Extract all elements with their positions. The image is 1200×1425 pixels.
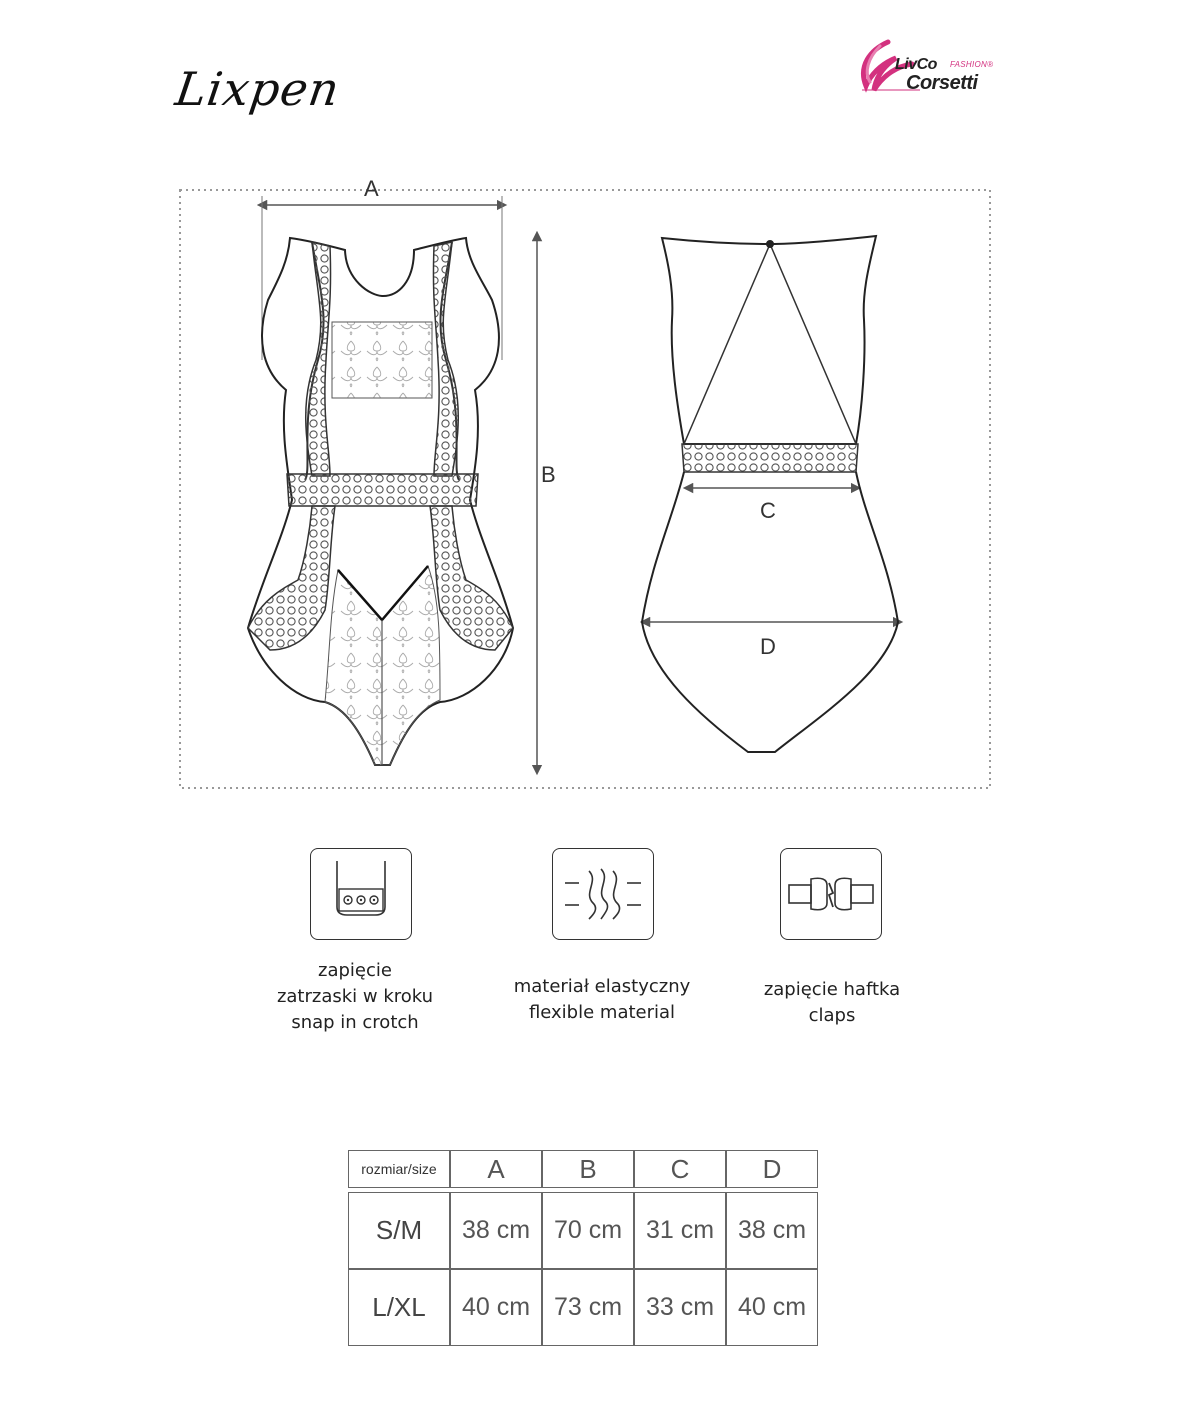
size-table (348, 1150, 818, 1346)
size-row-lxl (348, 1269, 818, 1346)
size-value: 70 cm (542, 1192, 634, 1269)
feature-snap-line1: zapięcie (318, 960, 392, 981)
size-col-c: C (634, 1150, 726, 1188)
feature-hook-clasp (780, 848, 882, 940)
size-col-a: A (450, 1150, 542, 1188)
size-value: 33 cm (634, 1269, 726, 1346)
size-col-d: D (726, 1150, 818, 1188)
feature-clasp-line2: claps (808, 1005, 856, 1026)
feature-text-snap (225, 958, 485, 1036)
size-value: 31 cm (634, 1192, 726, 1269)
feature-snap-line3: snap in crotch (291, 1012, 419, 1033)
dimension-b-label: B (541, 462, 556, 487)
size-col-b: B (542, 1150, 634, 1188)
size-label: L/XL (348, 1269, 450, 1346)
size-label: S/M (348, 1192, 450, 1269)
feature-text-clasp (702, 977, 962, 1029)
back-view (642, 236, 898, 752)
feature-elastic-line1: materiał elastyczny (513, 976, 691, 997)
size-table-header (348, 1150, 818, 1188)
size-value: 40 cm (450, 1269, 542, 1346)
size-table-corner: rozmiar/size (348, 1150, 450, 1188)
size-value: 38 cm (726, 1192, 818, 1269)
feature-elastic (552, 848, 654, 940)
product-name: Lixpen (172, 62, 344, 116)
size-row-sm (348, 1192, 818, 1269)
feature-snap-line2: zatrzaski w kroku (276, 986, 434, 1007)
size-value: 73 cm (542, 1269, 634, 1346)
size-value: 40 cm (726, 1269, 818, 1346)
size-value: 38 cm (450, 1192, 542, 1269)
feature-text-elastic (472, 974, 732, 1026)
feature-elastic-line2: flexible material (528, 1002, 676, 1023)
dimension-a-label: A (364, 176, 379, 201)
hook-clasp-icon (781, 849, 881, 939)
feature-clasp-line1: zapięcie haftka (763, 979, 901, 1000)
dimension-d-label: D (760, 634, 776, 659)
elastic-material-icon (553, 849, 653, 939)
brand-line1: LivCo (895, 56, 937, 73)
front-view (248, 238, 513, 765)
brand-line1-suffix: FASHION® (950, 60, 994, 69)
brand-line2: Corsetti (906, 72, 978, 94)
feature-snap-crotch (310, 848, 412, 940)
dimension-c-label: C (760, 498, 776, 523)
snap-fastener-icon (311, 849, 411, 939)
